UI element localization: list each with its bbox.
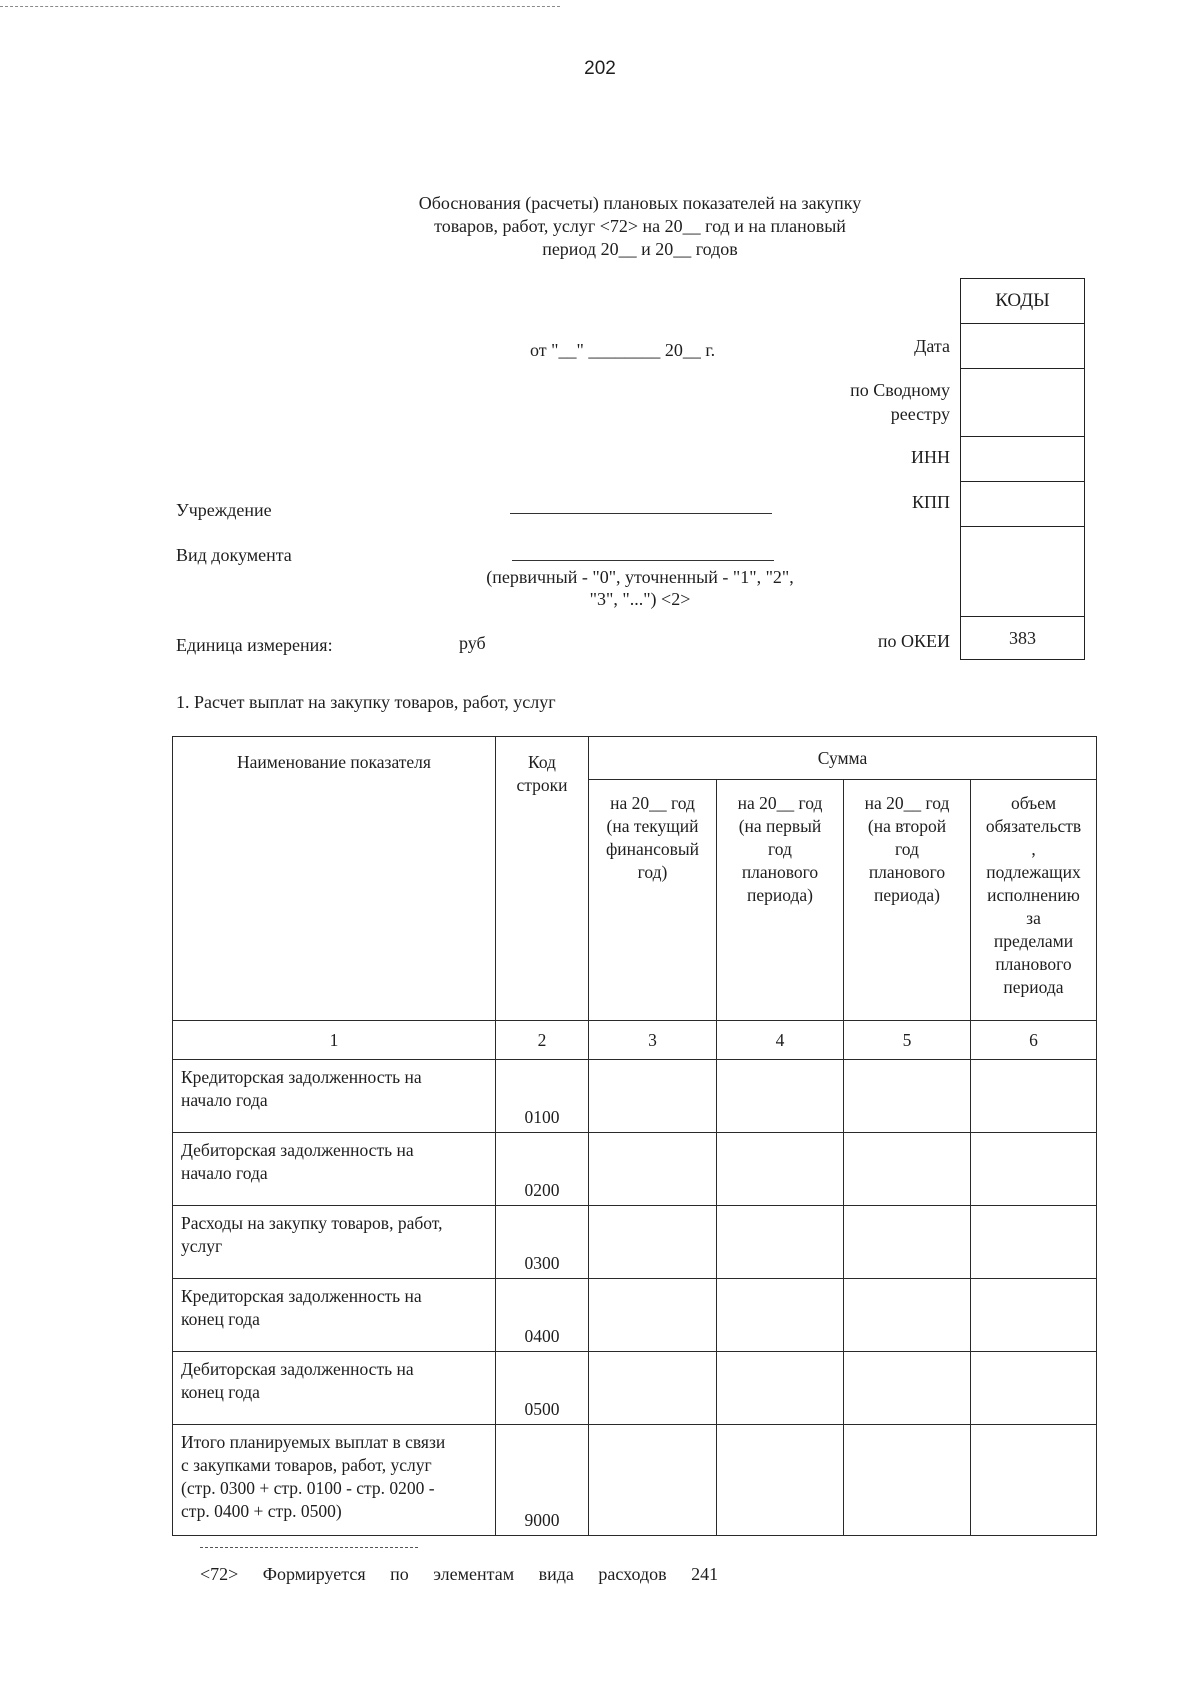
doc-type-code-cell[interactable] xyxy=(961,526,1084,616)
registry-label-2: реестру xyxy=(890,404,950,424)
table-row xyxy=(173,1279,1097,1352)
header-col-6-line: объем xyxy=(1010,793,1057,813)
header-col-6 xyxy=(971,780,1097,1021)
kpp-label: КПП xyxy=(911,492,950,512)
column-number: 5 xyxy=(844,1021,971,1060)
row-name-line: Кредиторская задолженность на xyxy=(181,1286,422,1306)
row-name-line: (стр. 0300 + стр. 0100 - стр. 0200 - xyxy=(181,1478,435,1498)
value-cell[interactable] xyxy=(844,1279,971,1352)
column-number-row xyxy=(173,1021,1097,1060)
column-number: 4 xyxy=(717,1021,844,1060)
header-code xyxy=(496,737,589,1021)
column-number: 6 xyxy=(971,1021,1097,1060)
table-row xyxy=(173,1206,1097,1279)
value-cell[interactable] xyxy=(971,1352,1097,1425)
row-name-line: Расходы на закупку товаров, работ, xyxy=(181,1213,443,1233)
column-number: 2 xyxy=(496,1021,589,1060)
page-number: 202 xyxy=(584,58,616,79)
registry-code-cell[interactable] xyxy=(961,368,1084,436)
row-name-line: Кредиторская задолженность на xyxy=(181,1067,422,1087)
header-col-5-line: год xyxy=(895,839,919,859)
inn-code-cell[interactable] xyxy=(961,436,1084,481)
row-code: 0200 xyxy=(496,1133,589,1206)
header-col-6-line: , xyxy=(1031,839,1036,859)
value-cell[interactable] xyxy=(589,1279,717,1352)
value-cell[interactable] xyxy=(717,1352,844,1425)
value-cell[interactable] xyxy=(971,1060,1097,1133)
value-cell[interactable] xyxy=(844,1133,971,1206)
value-cell[interactable] xyxy=(717,1133,844,1206)
title-line-2: товаров, работ, услуг <72> на 20__ год и на плановый xyxy=(434,216,846,236)
value-cell[interactable] xyxy=(844,1060,971,1133)
header-col-5-line: периода) xyxy=(874,885,940,905)
doc-type-hint-line-2: "3", "...") <2> xyxy=(589,589,691,609)
doc-type-input-line[interactable] xyxy=(512,560,774,561)
value-cell[interactable] xyxy=(589,1352,717,1425)
row-code: 0300 xyxy=(496,1206,589,1279)
header-col-5-line: на 20__ год xyxy=(864,793,950,813)
row-name-line: Итого планируемых выплат в связи xyxy=(181,1432,446,1452)
column-number: 3 xyxy=(589,1021,717,1060)
codes-header: КОДЫ xyxy=(961,278,1084,323)
row-name-line: Дебиторская задолженность на xyxy=(181,1359,414,1379)
value-cell[interactable] xyxy=(844,1425,971,1536)
row-name-line: начало года xyxy=(181,1090,268,1110)
header-col-3-line: на 20__ год xyxy=(610,793,695,813)
doc-type-label: Вид документа xyxy=(176,545,292,565)
header-col-6-line: периода xyxy=(1003,977,1064,997)
header-col-3-line: (на текущий xyxy=(606,816,699,836)
section-title: 1. Расчет выплат на закупку товаров, работ, услуг xyxy=(176,692,556,712)
value-cell[interactable] xyxy=(971,1206,1097,1279)
date-line: от "__" ________ 20__ г. xyxy=(530,340,716,360)
row-name xyxy=(173,1352,496,1425)
column-number: 1 xyxy=(173,1021,496,1060)
header-col-6-line: подлежащих xyxy=(986,862,1081,882)
registry-label-1: по Сводному xyxy=(850,380,950,400)
value-cell[interactable] xyxy=(717,1206,844,1279)
header-code-line-1: Код xyxy=(528,752,556,772)
title-line-1: Обоснования (расчеты) плановых показателей на закупку xyxy=(418,193,862,213)
value-cell[interactable] xyxy=(589,1206,717,1279)
row-code: 0400 xyxy=(496,1279,589,1352)
header-sum: Сумма xyxy=(589,737,1097,780)
header-col-6-line: пределами xyxy=(993,931,1074,951)
value-cell[interactable] xyxy=(717,1279,844,1352)
doc-type-hint-line-1: (первичный - "0", уточненный - "1", "2", xyxy=(486,567,794,587)
row-name xyxy=(173,1133,496,1206)
value-cell[interactable] xyxy=(717,1425,844,1536)
header-col-4-line: (на первый xyxy=(738,816,822,836)
header-col-6-line: исполнению xyxy=(987,885,1080,905)
row-name-line: начало года xyxy=(181,1163,268,1183)
payments-table xyxy=(172,736,1097,1536)
value-cell[interactable] xyxy=(589,1060,717,1133)
doc-type-hint xyxy=(420,566,860,610)
row-name-line: Дебиторская задолженность на xyxy=(181,1140,414,1160)
row-name-line: стр. 0400 + стр. 0500) xyxy=(181,1501,342,1521)
title-line-3: период 20__ и 20__ годов xyxy=(542,239,738,259)
row-code: 0500 xyxy=(496,1352,589,1425)
row-name xyxy=(173,1425,496,1536)
value-cell[interactable] xyxy=(844,1206,971,1279)
document-title xyxy=(370,192,910,261)
header-col-6-line: планового xyxy=(995,954,1072,974)
row-name-line: с закупками товаров, работ, услуг xyxy=(181,1455,432,1475)
value-cell[interactable] xyxy=(971,1279,1097,1352)
kpp-code-cell[interactable] xyxy=(961,481,1084,526)
row-name-line: конец года xyxy=(181,1382,260,1402)
value-cell[interactable] xyxy=(971,1425,1097,1536)
header-col-5 xyxy=(844,780,971,1021)
header-col-3-line: год) xyxy=(637,862,668,882)
value-cell[interactable] xyxy=(589,1425,717,1536)
header-col-4-line: год xyxy=(768,839,792,859)
header-col-3-line: финансовый xyxy=(605,839,700,859)
top-scan-border xyxy=(0,6,560,7)
header-col-4-line: планового xyxy=(741,862,819,882)
table-row xyxy=(173,1060,1097,1133)
header-col-3 xyxy=(589,780,717,1021)
inn-label: ИНН xyxy=(911,447,950,467)
value-cell[interactable] xyxy=(844,1352,971,1425)
table-row xyxy=(173,1352,1097,1425)
row-name xyxy=(173,1279,496,1352)
codes-box xyxy=(960,278,1085,660)
header-col-5-line: (на второй xyxy=(867,816,947,836)
unit-value: руб xyxy=(459,633,486,653)
header-col-6-line: обязательств xyxy=(985,816,1082,836)
row-name xyxy=(173,1206,496,1279)
row-name xyxy=(173,1060,496,1133)
okei-label: по ОКЕИ xyxy=(877,631,950,651)
header-code-line-2: строки xyxy=(516,775,568,795)
row-name-line: услуг xyxy=(181,1236,223,1256)
header-col-4-line: периода) xyxy=(747,885,813,905)
value-cell[interactable] xyxy=(589,1133,717,1206)
header-name: Наименование показателя xyxy=(173,737,496,1021)
table-row xyxy=(173,1133,1097,1206)
unit-label: Единица измерения: xyxy=(176,635,333,655)
okei-code-cell: 383 xyxy=(961,616,1084,660)
date-label: Дата xyxy=(914,336,950,356)
header-col-4 xyxy=(717,780,844,1021)
institution-label: Учреждение xyxy=(176,500,272,520)
footnote-separator xyxy=(200,1547,418,1548)
header-col-6-line: за xyxy=(1026,908,1041,928)
row-name-line: конец года xyxy=(181,1309,260,1329)
footnote: <72> Формируется по элементам вида расходов 241 xyxy=(200,1564,719,1584)
value-cell[interactable] xyxy=(971,1133,1097,1206)
date-code-cell[interactable] xyxy=(961,323,1084,368)
value-cell[interactable] xyxy=(717,1060,844,1133)
institution-input-line[interactable] xyxy=(510,513,772,514)
header-col-5-line: планового xyxy=(868,862,946,882)
row-code: 9000 xyxy=(496,1425,589,1536)
header-col-4-line: на 20__ год xyxy=(737,793,823,813)
row-code: 0100 xyxy=(496,1060,589,1133)
table-row-total xyxy=(173,1425,1097,1536)
